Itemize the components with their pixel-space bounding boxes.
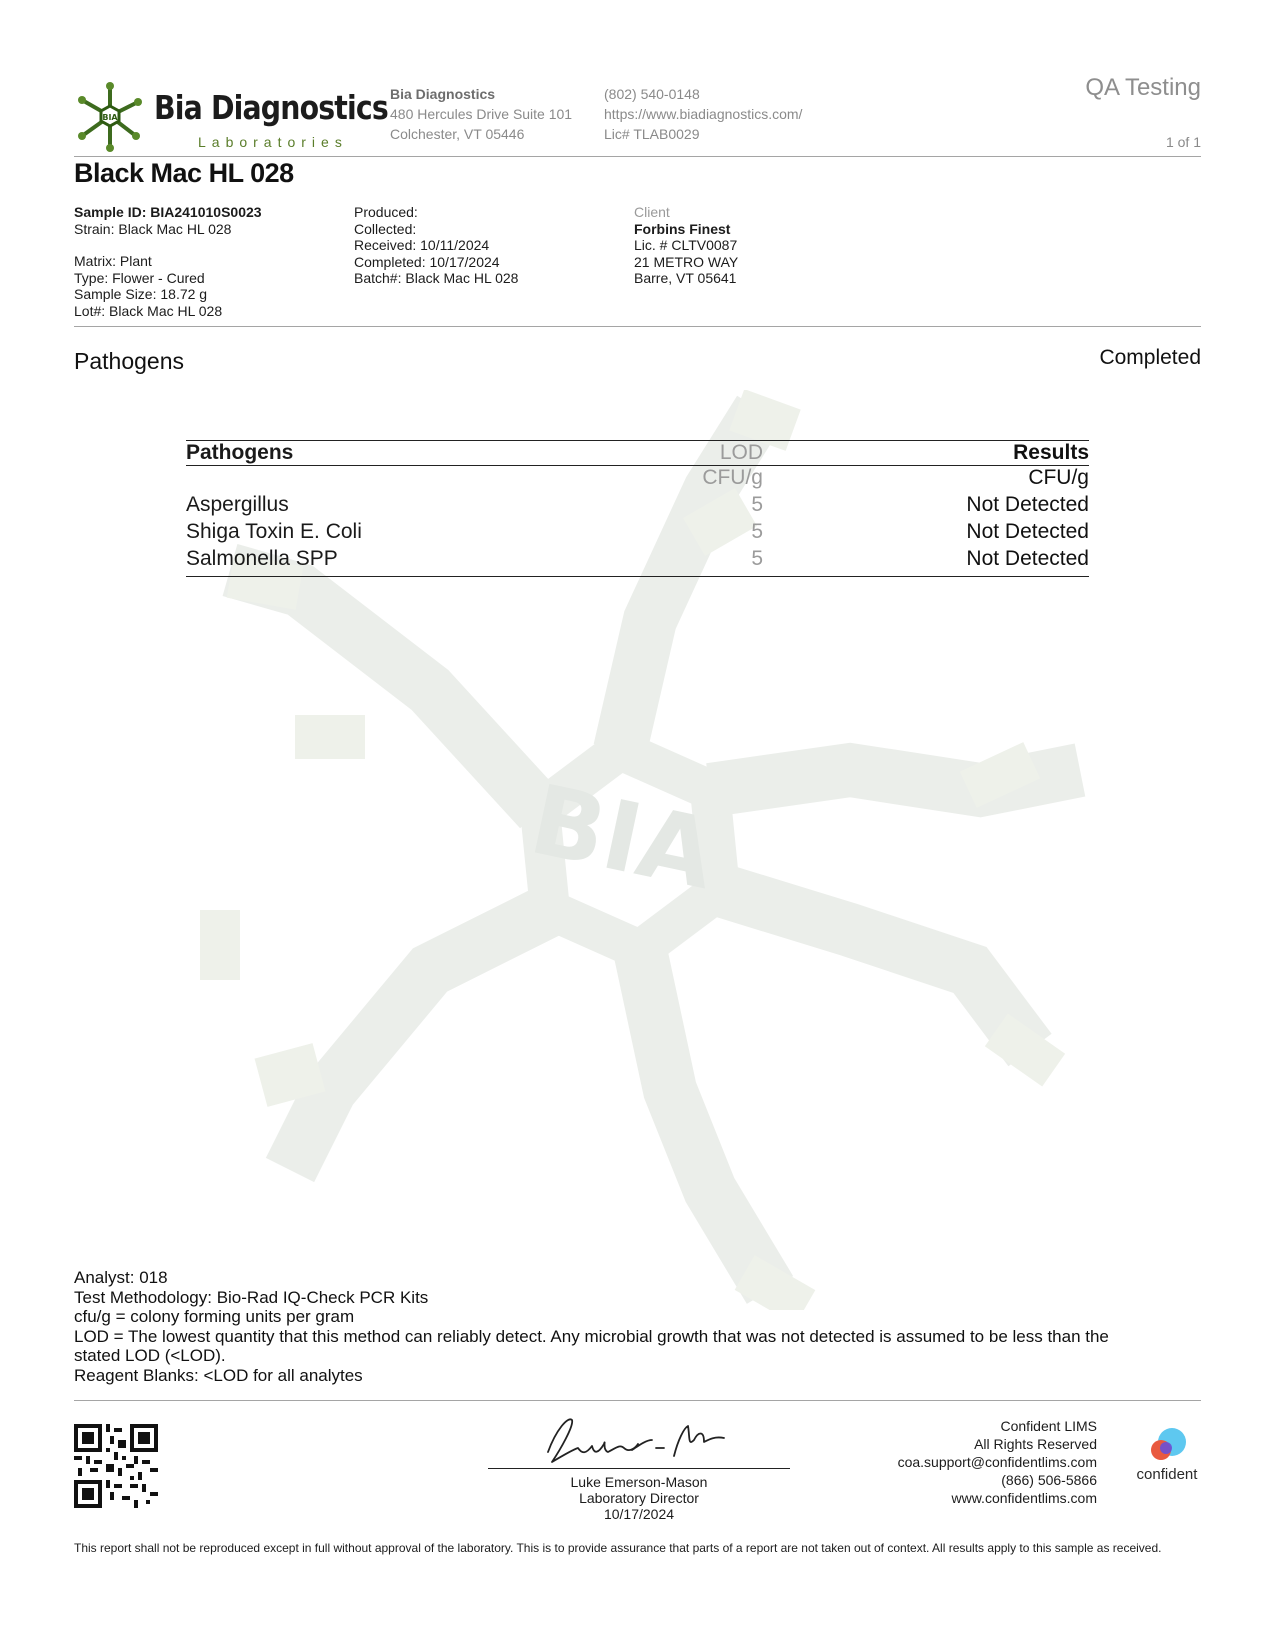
table-header-rule <box>186 465 1089 466</box>
header-divider <box>74 156 1201 157</box>
vendor-email[interactable]: coa.support@confidentlims.com <box>897 1454 1097 1470</box>
client-address-line1: 21 METRO WAY <box>634 253 739 270</box>
method-notes <box>74 1268 1154 1385</box>
sample-produced: Produced: <box>354 204 418 220</box>
signer-title: Laboratory Director <box>579 1490 699 1506</box>
confident-logo-text: confident <box>1136 1466 1198 1483</box>
table-unit-lod: CFU/g <box>702 466 763 489</box>
table-unit-results: CFU/g <box>1028 466 1089 489</box>
table-row-name: Aspergillus <box>186 493 289 516</box>
table-row-result: Not Detected <box>966 493 1089 516</box>
svg-text:BIA: BIA <box>102 113 118 122</box>
methodology-note: Test Methodology: Bio-Rad IQ-Check PCR Kits <box>74 1287 429 1307</box>
lab-name: Bia Diagnostics <box>390 86 496 102</box>
table-row-name: Shiga Toxin E. Coli <box>186 520 362 543</box>
lod-note-line1: LOD = The lowest quantity that this method can reliably detect. Any microbial growth that was not detected is assumed to be less than the <box>74 1326 1109 1346</box>
table-row-name: Salmonella SPP <box>186 547 338 570</box>
client-name: Forbins Finest <box>634 220 731 237</box>
lab-address-line2: Colchester, VT 05446 <box>390 126 525 142</box>
vendor-line2: All Rights Reserved <box>974 1436 1097 1452</box>
reagent-note: Reagent Blanks: <LOD for all analytes <box>74 1365 363 1385</box>
table-row-lod: 5 <box>751 520 763 543</box>
table-header-lod: LOD <box>719 441 763 464</box>
watermark-text: BIA <box>521 763 724 912</box>
signature-line <box>488 1468 790 1469</box>
info-divider <box>74 326 1201 327</box>
qr-code-icon[interactable] <box>74 1424 158 1508</box>
sample-received: Received: 10/11/2024 <box>354 237 490 253</box>
client-address-line2: Barre, VT 05641 <box>634 270 737 286</box>
sample-info-col2 <box>354 204 518 287</box>
sample-info-col1 <box>74 204 262 319</box>
sample-completed: Completed: 10/17/2024 <box>354 253 500 270</box>
sample-id: Sample ID: BIA241010S0023 <box>74 204 262 220</box>
table-row-lod: 5 <box>751 547 763 570</box>
sample-strain: Strain: Black Mac HL 028 <box>74 220 232 237</box>
lab-address-line1: 480 Hercules Drive Suite 101 <box>390 106 573 122</box>
sample-title: Black Mac HL 028 <box>74 158 294 188</box>
table-header-results: Results <box>1013 441 1089 464</box>
molecule-icon <box>74 80 146 152</box>
analyst-note: Analyst: 018 <box>74 1268 168 1287</box>
sample-size: Sample Size: 18.72 g <box>74 286 208 302</box>
table-top-rule <box>186 440 1089 441</box>
sample-matrix: Matrix: Plant <box>74 253 152 269</box>
confident-logo <box>1124 1426 1210 1492</box>
lod-note-line2: stated LOD (<LOD). <box>74 1346 226 1365</box>
sample-lot: Lot#: Black Mac HL 028 <box>74 302 223 319</box>
signature-image <box>528 1410 748 1468</box>
disclaimer: This report shall not be reproduced except in full without approval of the laboratory. This is to provide assurance that parts of a report are not taken out of context. All results apply to this sample as received. <box>74 1541 1162 1555</box>
table-row-result: Not Detected <box>966 520 1089 543</box>
table-row-lod: 5 <box>751 493 763 516</box>
brand-subtitle: Laboratories <box>198 134 348 150</box>
doc-type: QA Testing <box>1085 74 1201 101</box>
table-bottom-rule <box>186 576 1089 577</box>
lab-phone: (802) 540-0148 <box>604 86 700 102</box>
brand-logo <box>74 80 388 152</box>
signature-date: 10/17/2024 <box>603 1506 675 1522</box>
client-license: Lic. # CLTV0087 <box>634 237 738 253</box>
signer-name: Luke Emerson-Mason <box>570 1474 708 1490</box>
brand-name: Bia Diagnostics <box>154 88 388 127</box>
vendor-info <box>898 1417 1097 1507</box>
section-status: Completed <box>1099 346 1201 369</box>
cfu-note: cfu/g = colony forming units per gram <box>74 1307 355 1326</box>
table-row-result: Not Detected <box>966 547 1089 570</box>
page-count: 1 of 1 <box>1165 134 1201 150</box>
lab-website[interactable]: https://www.biadiagnostics.com/ <box>604 106 803 122</box>
lab-address-block <box>390 84 572 144</box>
lab-contact-block <box>604 84 802 144</box>
vendor-line1: Confident LIMS <box>1000 1418 1097 1434</box>
signer-info <box>488 1474 790 1522</box>
sample-type: Type: Flower - Cured <box>74 269 205 286</box>
sample-collected: Collected: <box>354 220 417 237</box>
section-title: Pathogens <box>74 348 184 374</box>
vendor-website[interactable]: www.confidentlims.com <box>951 1490 1097 1506</box>
lab-license: Lic# TLAB0029 <box>604 126 700 142</box>
client-label: Client <box>634 204 670 220</box>
vendor-phone: (866) 506-5866 <box>1001 1472 1097 1488</box>
sample-batch: Batch#: Black Mac HL 028 <box>354 270 519 286</box>
client-info <box>634 204 738 287</box>
footer-divider <box>74 1400 1201 1401</box>
table-header-name: Pathogens <box>186 441 294 464</box>
confident-logo-icon <box>1144 1426 1190 1466</box>
